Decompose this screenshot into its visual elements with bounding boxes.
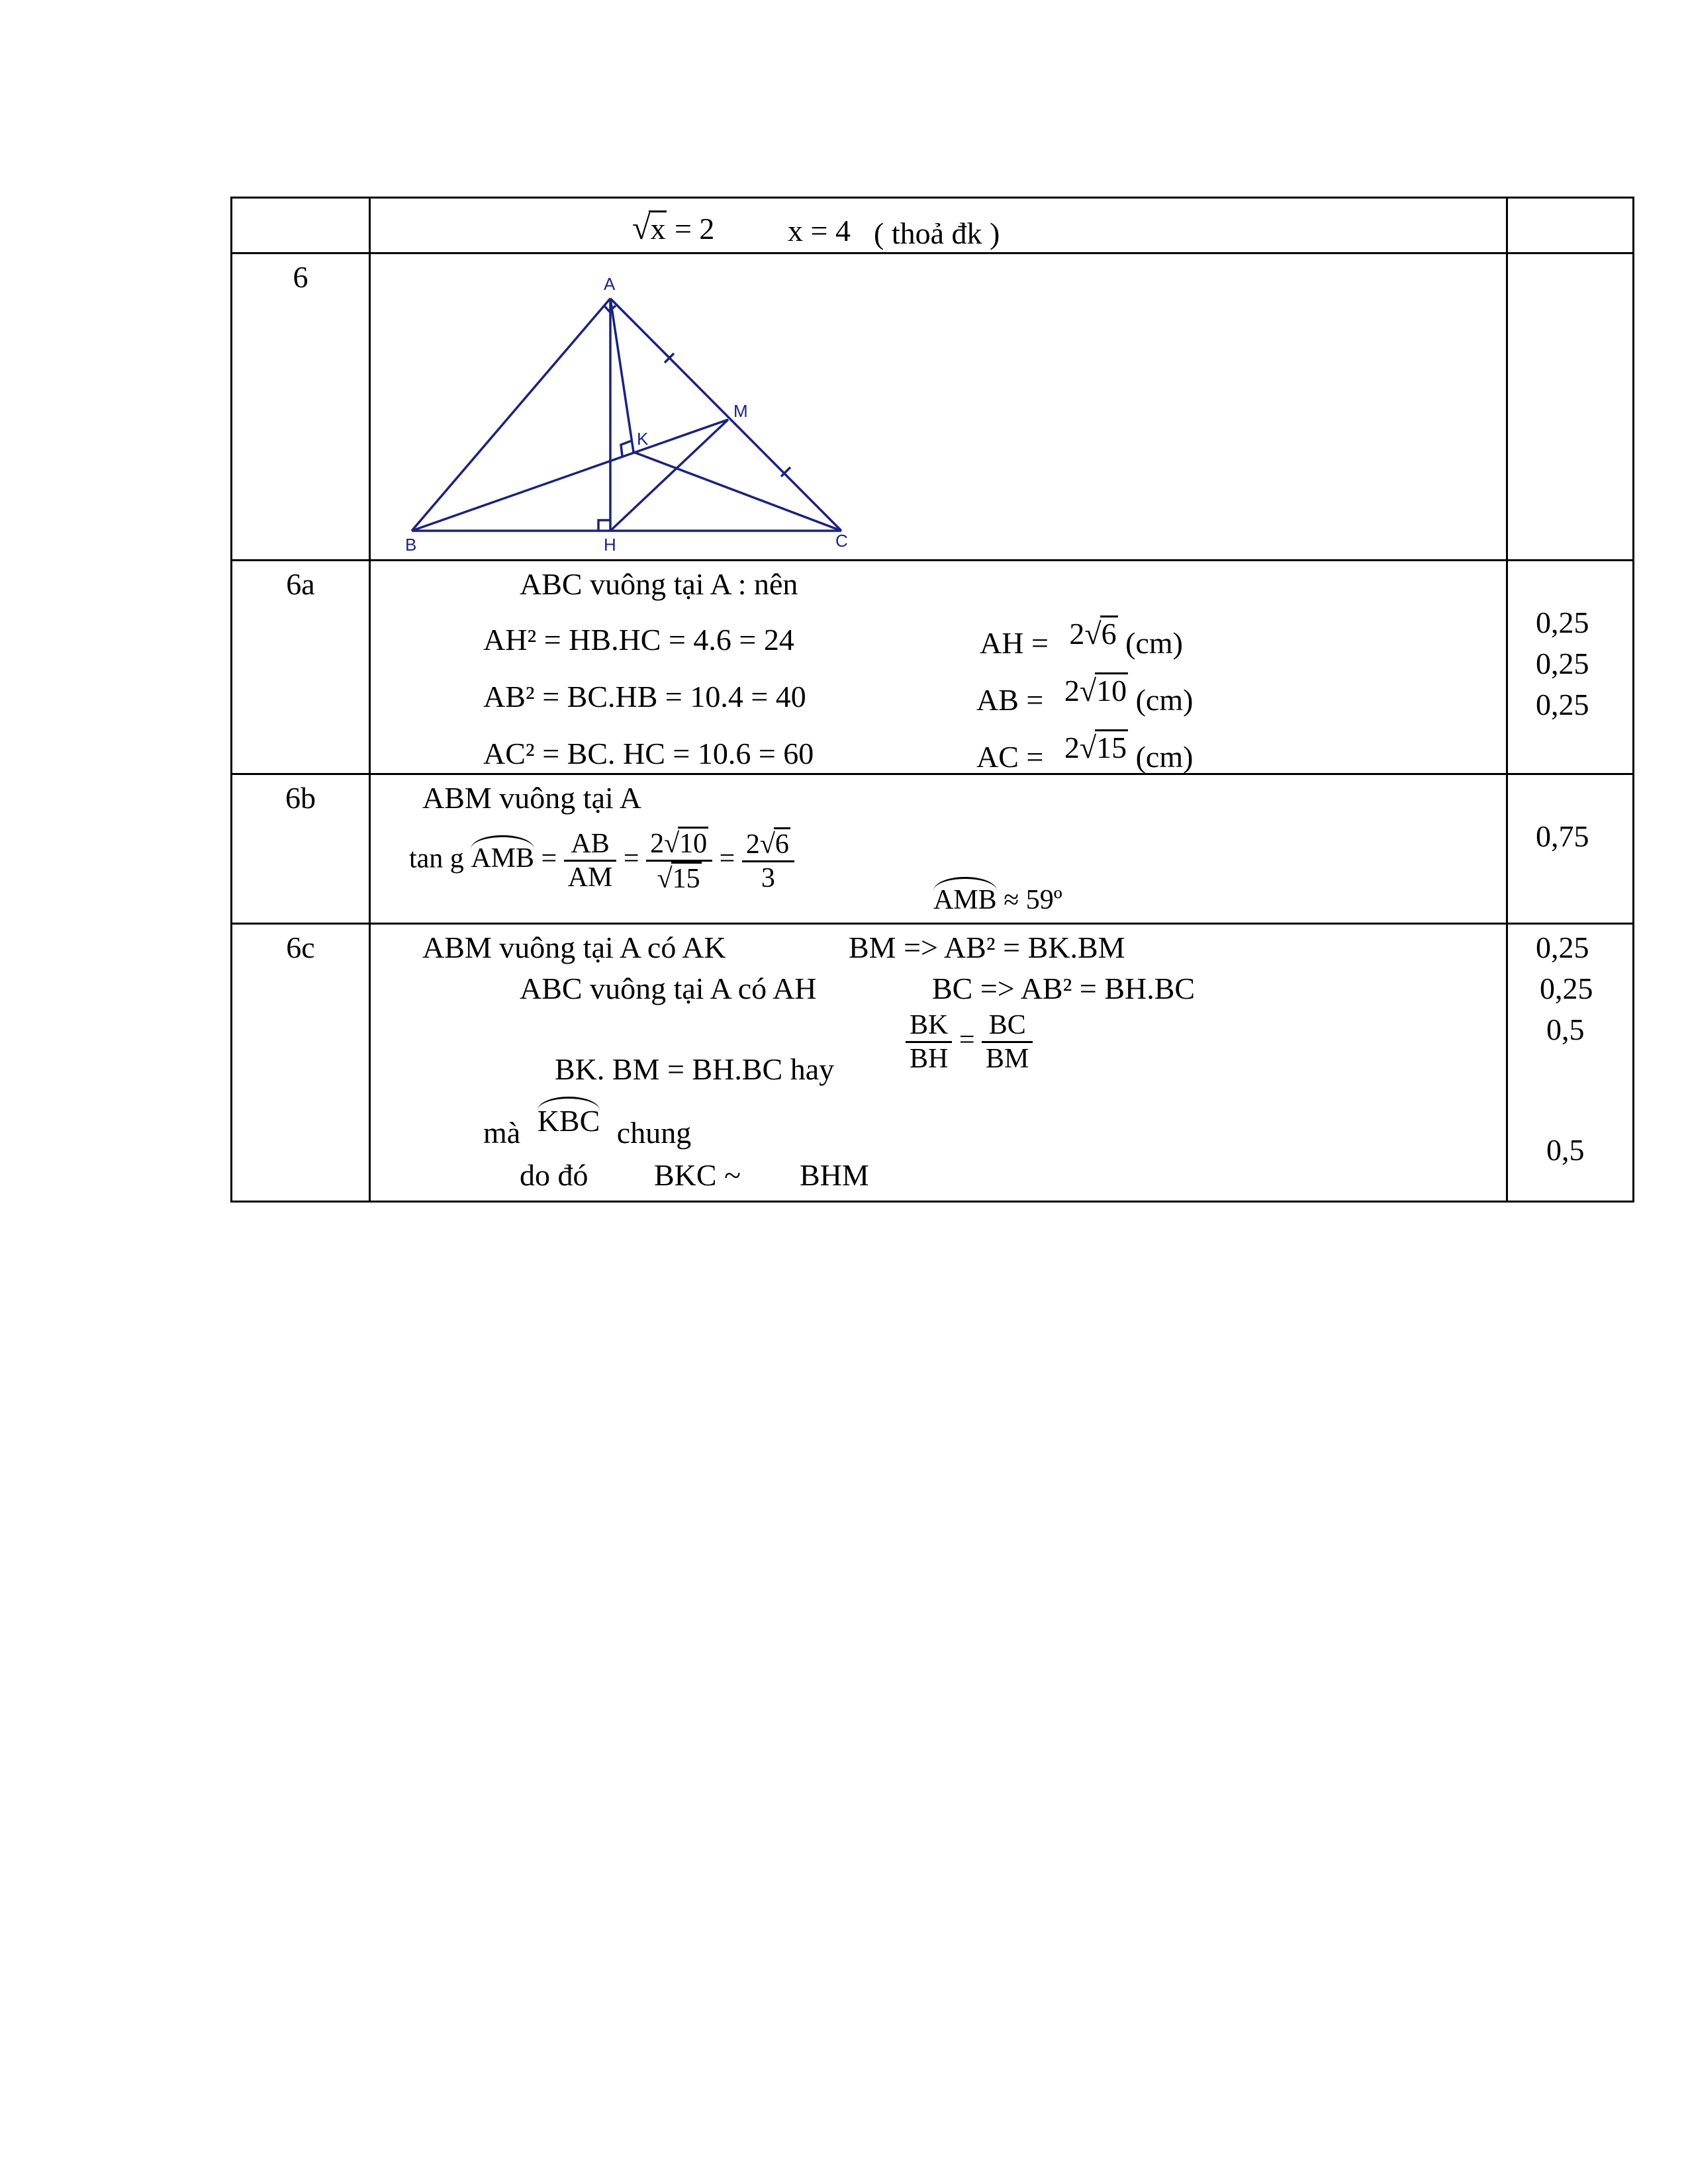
label-k: K [637,429,649,449]
score-value: 0,75 [1536,819,1589,853]
result-ah [980,617,1183,660]
question-label: 6c [286,931,315,964]
segment-ak [610,298,633,452]
segment-kc [633,452,841,531]
question-label: 6b [285,781,316,815]
solution-line [483,1104,692,1150]
numerator: 2√6 [742,827,794,862]
score-value: 0,25 [1540,972,1593,1005]
solution-line: BK. BM = BH.BC hay [555,1052,835,1086]
numerator: AB [564,828,617,862]
label-c: C [835,531,848,551]
sqrt-equation [632,210,714,246]
question-label-cell [232,253,370,561]
question-label: 6 [293,260,308,294]
text-fragment: mà [483,1116,528,1150]
x-value: x = 4 [788,214,851,248]
result-label: AC = [976,740,1051,774]
angle-kbc: KBC [537,1104,600,1138]
score-value: 0,5 [1546,1133,1585,1167]
question-label-cell [232,198,370,253]
coefficient: 2 [745,829,760,860]
table-row [232,253,1634,561]
solution-line: BM => AB² = BK.BM [849,931,1125,964]
equals-sign: = [623,843,639,874]
numerator: BC [982,1009,1033,1043]
table-row [232,774,1634,924]
question-label-cell [232,774,370,924]
text-fragment: chung [609,1116,692,1150]
fraction [982,1009,1033,1075]
denominator: 3 [761,863,775,894]
coefficient: 2 [1064,674,1080,707]
solution-line: ABC vuông tại A : nên [520,567,798,601]
score-value: 0,25 [1536,647,1589,680]
solution-cell [370,198,1507,253]
solution-line: BC => AB² = BH.BC [932,972,1196,1005]
unit: (cm) [1117,626,1183,660]
fraction [906,1009,952,1075]
segment-cm [610,420,728,531]
denominator: √15 [646,862,712,895]
radicand: x [650,212,666,246]
score-cell [1507,561,1634,774]
ratio-equation [906,1009,1033,1075]
figure-cell [370,253,1507,561]
table-row [232,924,1634,1202]
radicand: 15 [1096,731,1127,764]
equation-rhs: = 2 [667,212,715,246]
question-label-cell [232,561,370,774]
result-ab [976,674,1194,717]
solution-line: do đó [520,1158,588,1192]
solution-cell [370,561,1507,774]
equals-sign: = [541,843,557,874]
table-row [232,561,1634,774]
score-value: 0,5 [1546,1013,1585,1046]
score-cell [1507,924,1634,1202]
result-value: 2√6 [1069,617,1117,651]
right-angle-mark-h [598,520,610,531]
tangent-equation [409,827,794,895]
score-value: 0,25 [1536,606,1589,639]
table-row [232,198,1634,253]
angle-approximation [933,886,1062,914]
unit: (cm) [1128,740,1194,774]
answer-sheet [230,197,1630,1203]
numerator: BK [906,1009,952,1043]
question-label [232,199,369,204]
coefficient: 2 [1069,617,1085,651]
solution-line: BHM [800,1158,869,1192]
coefficient: 2 [1064,731,1080,764]
solution-line: ABC vuông tại A có AH [520,972,817,1005]
equals-sign: = [959,1024,975,1056]
denominator: BM [986,1044,1029,1075]
result-value: 2√15 [1064,731,1127,764]
solution-line: AB² = BC.HB = 10.4 = 40 [483,680,806,713]
result-label: AB = [976,683,1051,717]
unit: (cm) [1128,683,1194,717]
condition-note: ( thoả đk ) [874,216,1000,250]
label-h: H [604,535,616,555]
radicand: 6 [774,827,790,860]
result-value: 2√10 [1064,674,1127,707]
equals-sign: = [719,843,735,874]
numerator: 2√10 [646,827,712,862]
label-m: M [733,401,748,421]
segment-ac [610,298,841,531]
label-b: B [405,535,417,555]
solution-line: ABM vuông tại A [422,781,641,815]
solution-line: BKC ~ [654,1158,741,1192]
triangle-figure [391,267,894,559]
answer-table [230,197,1634,1203]
solution-line: AH² = HB.HC = 4.6 = 24 [483,623,794,657]
angle-value: ≈ 59º [996,885,1062,915]
score-cell [1507,198,1634,253]
score-cell [1507,774,1634,924]
score-value: 0,25 [1536,688,1589,721]
fraction [742,827,794,895]
radicand: 10 [678,827,708,859]
denominator: AM [567,862,613,893]
solution-line: ABM vuông tại A có AK [422,931,726,964]
result-label: AH = [980,626,1056,660]
fraction [564,828,617,894]
score-value: 0,25 [1536,931,1589,964]
solution-cell [370,774,1507,924]
radicand: 10 [1096,674,1127,707]
score-cell [1507,253,1634,561]
radical-sign: √ [632,209,651,246]
solution-line: AC² = BC. HC = 10.6 = 60 [483,737,814,770]
denominator: BH [910,1044,949,1075]
solution-cell [370,924,1507,1202]
result-ac [976,731,1194,774]
tan-label: tan g [409,843,471,874]
fraction [646,827,712,895]
label-a: A [604,274,616,294]
angle-amb: AMB [933,885,997,915]
radicand: 6 [1101,617,1117,651]
angle-amb: AMB [471,843,535,874]
question-label: 6a [286,567,315,601]
radicand: 15 [671,862,702,894]
question-label-cell [232,924,370,1202]
coefficient: 2 [650,829,665,859]
